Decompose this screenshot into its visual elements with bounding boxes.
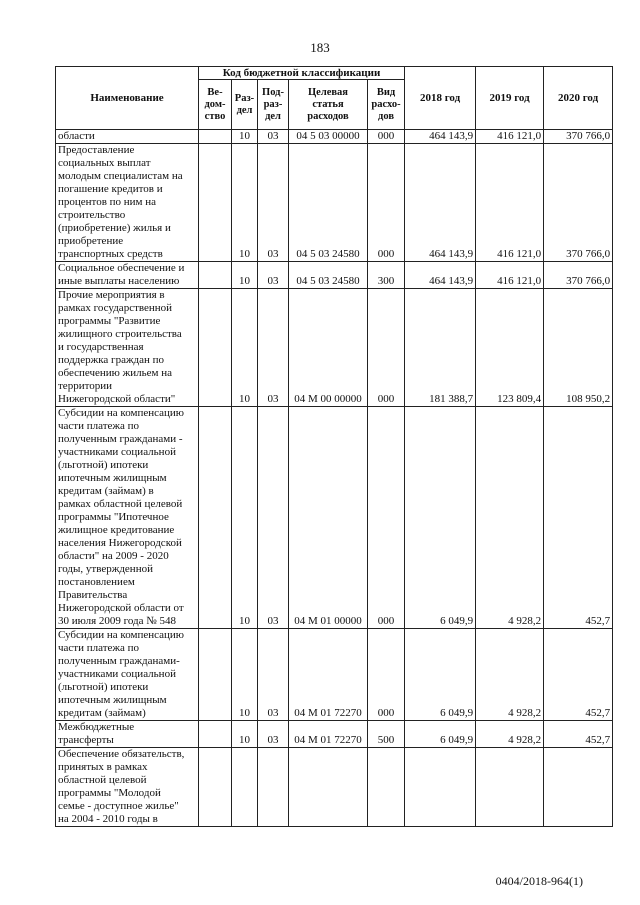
cell-podrazdel: 03	[258, 289, 289, 407]
cell-target: 04 5 03 24580	[289, 262, 368, 289]
cell-ved	[199, 721, 232, 748]
cell-vid: 300	[368, 262, 405, 289]
cell-2018: 464 143,9	[405, 130, 476, 144]
cell-name: Субсидии на компенсацию части платежа по полученным гражданами- участниками социальной (льготной) ипотеки ипотечным жилищным кредитам (займам)	[56, 629, 199, 721]
table-row	[56, 289, 613, 407]
cell-name: Социальное обеспечение и иные выплаты населению	[56, 262, 199, 289]
cell-2020: 452,7	[544, 407, 613, 629]
cell-target	[289, 748, 368, 827]
budget-table	[55, 66, 613, 827]
cell-podrazdel: 03	[258, 262, 289, 289]
table-row	[56, 407, 613, 629]
table-row	[56, 721, 613, 748]
cell-2020: 370 766,0	[544, 262, 613, 289]
cell-2018: 464 143,9	[405, 262, 476, 289]
cell-podrazdel	[258, 748, 289, 827]
header-2019: 2019 год	[476, 67, 544, 130]
header-target: Целевая статья расходов	[289, 80, 368, 130]
cell-vid: 000	[368, 629, 405, 721]
cell-2019: 4 928,2	[476, 629, 544, 721]
cell-name: Субсидии на компенсацию части платежа по полученным гражданами - участниками социальной (льготной) ипотеки ипотечным жилищным кредитам (займам) в рамках областной целевой программы "Ипотечное жилищное кредитование населения Нижегородской области" на 2009 - 2020 годы, утвержденной постановлением Правительства Нижегородской области от 30 июля 2009 года № 548	[56, 407, 199, 629]
cell-vid	[368, 748, 405, 827]
cell-2018: 6 049,9	[405, 407, 476, 629]
cell-vid: 000	[368, 144, 405, 262]
cell-2018: 181 388,7	[405, 289, 476, 407]
cell-name: Обеспечение обязательств, принятых в рамках областной целевой программы "Молодой семье - доступное жилье" на 2004 - 2010 годы в	[56, 748, 199, 827]
cell-2019: 4 928,2	[476, 721, 544, 748]
table-body	[56, 130, 613, 827]
cell-razdel: 10	[232, 407, 258, 629]
table-row	[56, 130, 613, 144]
table-row	[56, 629, 613, 721]
header-vid: Вид расхо- дов	[368, 80, 405, 130]
cell-name: Предоставление социальных выплат молодым специалистам на погашение кредитов и процентов по ним на строительство (приобретение) жилья и приобретение транспортных средств	[56, 144, 199, 262]
cell-2018: 464 143,9	[405, 144, 476, 262]
cell-2020	[544, 748, 613, 827]
cell-2020: 452,7	[544, 629, 613, 721]
cell-target: 04 М 01 00000	[289, 407, 368, 629]
cell-podrazdel: 03	[258, 721, 289, 748]
cell-name: области	[56, 130, 199, 144]
table-row	[56, 144, 613, 262]
header-razdel: Раз- дел	[232, 80, 258, 130]
header-2018: 2018 год	[405, 67, 476, 130]
header-name: Наименование	[56, 67, 199, 130]
cell-razdel	[232, 748, 258, 827]
page-number: 183	[310, 40, 330, 55]
cell-vid: 000	[368, 130, 405, 144]
cell-target: 04 М 00 00000	[289, 289, 368, 407]
cell-2018: 6 049,9	[405, 721, 476, 748]
cell-vid: 000	[368, 289, 405, 407]
cell-razdel: 10	[232, 262, 258, 289]
cell-ved	[199, 407, 232, 629]
cell-target: 04 М 01 72270	[289, 721, 368, 748]
cell-podrazdel: 03	[258, 144, 289, 262]
cell-razdel: 10	[232, 721, 258, 748]
cell-ved	[199, 262, 232, 289]
cell-podrazdel: 03	[258, 130, 289, 144]
cell-razdel: 10	[232, 289, 258, 407]
table-row	[56, 262, 613, 289]
cell-2019: 416 121,0	[476, 144, 544, 262]
cell-podrazdel: 03	[258, 407, 289, 629]
header-ved: Ве- дом- ство	[199, 80, 232, 130]
cell-2019: 4 928,2	[476, 407, 544, 629]
header-2020: 2020 год	[544, 67, 613, 130]
cell-target: 04 5 03 00000	[289, 130, 368, 144]
cell-2020: 370 766,0	[544, 130, 613, 144]
cell-ved	[199, 748, 232, 827]
cell-2018	[405, 748, 476, 827]
cell-name: Прочие мероприятия в рамках государственной программы "Развитие жилищного строительства и государственная поддержка граждан по обеспечению жильем на территории Нижегородской области"	[56, 289, 199, 407]
cell-2020: 370 766,0	[544, 144, 613, 262]
cell-vid: 000	[368, 407, 405, 629]
cell-2020: 452,7	[544, 721, 613, 748]
cell-2019	[476, 748, 544, 827]
cell-razdel: 10	[232, 130, 258, 144]
cell-name: Межбюджетные трансферты	[56, 721, 199, 748]
cell-ved	[199, 289, 232, 407]
cell-2018: 6 049,9	[405, 629, 476, 721]
document-code: 0404/2018-964(1)	[495, 874, 583, 888]
cell-podrazdel: 03	[258, 629, 289, 721]
header-code-group: Код бюджетной классификации	[199, 67, 405, 80]
cell-2019: 123 809,4	[476, 289, 544, 407]
cell-ved	[199, 629, 232, 721]
cell-2020: 108 950,2	[544, 289, 613, 407]
table-row	[56, 748, 613, 827]
cell-target: 04 5 03 24580	[289, 144, 368, 262]
header-podrazdel: Под- раз- дел	[258, 80, 289, 130]
cell-2019: 416 121,0	[476, 130, 544, 144]
cell-ved	[199, 144, 232, 262]
cell-razdel: 10	[232, 629, 258, 721]
cell-vid: 500	[368, 721, 405, 748]
cell-2019: 416 121,0	[476, 262, 544, 289]
cell-ved	[199, 130, 232, 144]
cell-target: 04 М 01 72270	[289, 629, 368, 721]
cell-razdel: 10	[232, 144, 258, 262]
